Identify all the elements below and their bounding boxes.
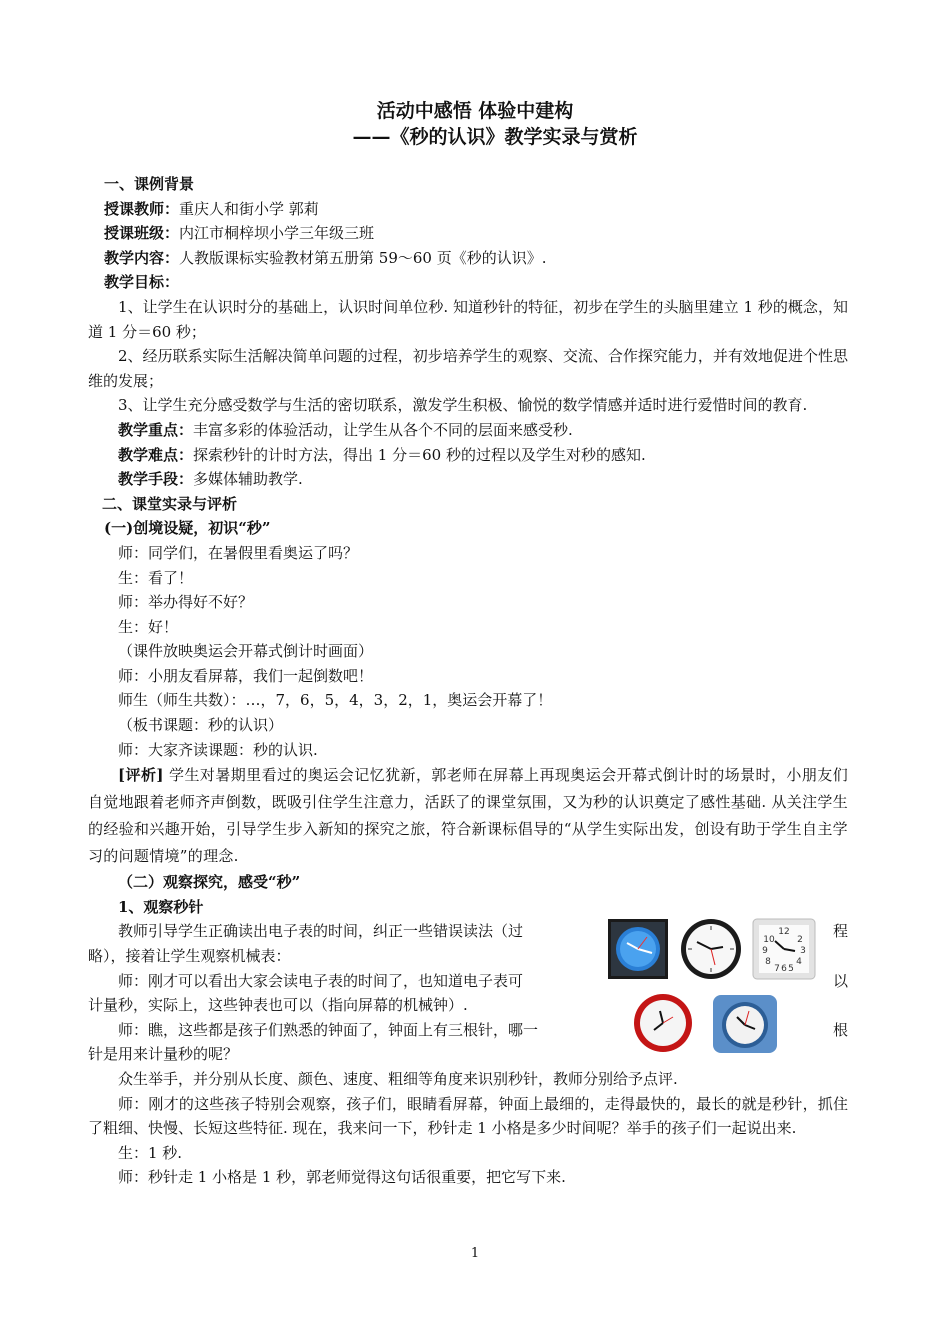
wrapped-text-left: 师：瞧，这些都是孩子们熟悉的钟面了，钟面上有三根针，哪一 xyxy=(118,1020,539,1039)
svg-text:6: 6 xyxy=(781,964,787,975)
comment-paragraph: [评析] 学生对暑期里看过的奥运会记忆犹新，郭老师在屏幕上再现奥运会开幕式倒计时的场景时，小朋友们自觉地跟着老师齐声倒数，既吸引住学生注意力，活跃了的课堂氛围，又为秒的认识奠定了感性基础. 从关注学生的经验和兴趣开始，引导学生步入新知的探究之旅，符合新课标倡导的“从学生实际出发，创设有助于学生自主学习的问题情境”的理念. xyxy=(88,766,848,866)
clock-images xyxy=(603,917,848,1057)
dialog-line: 师：刚才的这些孩子特别会观察，孩子们，眼睛看屏幕，钟面上最细的，走得最快的，最长的就是秒针，抓住了粗细、快慢、长短这些特征. 现在，我来问一下，秒针走 1 小格是多少时间呢？举手的孩子们一起说出来. xyxy=(88,1094,848,1138)
dialog-line: 生：看了！ xyxy=(118,568,194,587)
section-heading-record: 二、课堂实录与评析 xyxy=(102,494,238,513)
means-line: 教学手段：多媒体辅助教学. xyxy=(118,470,303,489)
document-title: 活动中感悟 体验中建构 xyxy=(376,100,574,122)
wrapped-text-left: 针是用来计量秒的呢？ xyxy=(88,1045,239,1064)
white-alarm-clock-icon xyxy=(753,919,815,979)
dialog-line: 师：秒针走 1 小格是 1 秒，郭老师觉得这句话很重要，把它写下来. xyxy=(118,1168,566,1187)
content-line: 教学内容：人教版课标实验教材第五册第 59～60 页《秒的认识》. xyxy=(104,248,547,267)
wrapped-text-left: 师：刚才可以看出大家会读电子表的时间了，也知道电子表可 xyxy=(118,971,524,990)
clock-observation-section xyxy=(88,919,848,1067)
dialog-line: 师：同学们，在暑假里看奥运了吗？ xyxy=(118,543,359,562)
wrapped-text-right: 根 xyxy=(832,1020,848,1039)
goal-item: 2、经历联系实际生活解决简单问题的过程，初步培养学生的观察、交流、合作探究能力，并有效地促进个性思维的发展； xyxy=(88,347,848,390)
dialog-line: 生：1 秒. xyxy=(118,1143,183,1162)
wrapped-text-left: 教师引导学生正确读出电子表的时间，纠正一些错误读法（过 xyxy=(118,922,524,941)
svg-text:12: 12 xyxy=(778,927,790,938)
document-subtitle: ——《秒的认识》教学实录与赏析 xyxy=(352,126,638,148)
wrapped-text-right: 以 xyxy=(832,971,848,990)
svg-text:10: 10 xyxy=(763,935,775,946)
svg-text:3: 3 xyxy=(800,946,806,957)
page-number: 1 xyxy=(470,1246,480,1261)
red-round-clock-icon xyxy=(634,994,692,1052)
svg-text:4: 4 xyxy=(796,957,802,968)
key-point-line: 教学重点：丰富多彩的体验活动，让学生从各个不同的层面来感受秒. xyxy=(118,420,573,439)
part1-heading: (一)创境设疑，初识“秒” xyxy=(104,519,271,538)
wrapped-text-left: 计量秒，实际上，这些钟表也可以（指向屏幕的机械钟）. xyxy=(88,996,468,1015)
goals-label: 教学目标： xyxy=(104,273,180,292)
dialog-line: 师：小朋友看屏幕，我们一起倒数吧！ xyxy=(118,666,374,685)
dialog-block xyxy=(88,541,848,762)
svg-text:9: 9 xyxy=(762,946,768,957)
after-clock-block xyxy=(88,1067,848,1190)
goal-item: 3、让学生充分感受数学与生活的密切联系，激发学生积极、愉悦的数学情感并适时进行爱惜时间的教育. xyxy=(118,396,808,415)
section-heading-background: 一、课例背景 xyxy=(104,175,195,193)
svg-text:7: 7 xyxy=(774,964,780,975)
document-body xyxy=(88,172,848,1190)
dialog-line: 众生举手，并分别从长度、颜色、速度、粗细等角度来识别秒针，教师分别给予点评. xyxy=(118,1070,678,1088)
dialog-line: 生：好！ xyxy=(118,617,179,636)
wrapped-text-left: 略），接着让学生观察机械表： xyxy=(88,947,291,966)
teacher-line: 授课教师：重庆人和街小学 郭莉 xyxy=(104,199,319,218)
dialog-line: （课件放映奥运会开幕式倒计时画面） xyxy=(118,642,374,661)
black-round-clock-icon xyxy=(681,919,741,979)
dialog-line: （板书课题：秒的认识） xyxy=(118,716,284,735)
svg-text:8: 8 xyxy=(765,957,771,968)
dialog-line: 师：举办得好不好？ xyxy=(118,593,254,612)
dialog-line: 师生（师生共数）：…，7，6，5，4，3，2，1，奥运会开幕了！ xyxy=(118,691,553,710)
svg-text:2: 2 xyxy=(797,935,803,946)
goal-item: 1、让学生在认识时分的基础上，认识时间单位秒. 知道秒针的特征，初步在学生的头脑里建立 1 秒的概念，知道 1 分＝60 秒； xyxy=(88,297,848,341)
blue-alarm-clock-icon xyxy=(713,995,777,1053)
svg-text:5: 5 xyxy=(788,964,794,975)
difficulty-line: 教学难点：探索秒针的计时方法，得出 1 分＝60 秒的过程以及学生对秒的感知. xyxy=(118,445,646,464)
part2-heading: （二）观察探究，感受“秒” xyxy=(118,873,301,892)
square-blue-clock-icon xyxy=(608,919,668,979)
dialog-line: 师：大家齐读课题：秒的认识. xyxy=(118,740,318,759)
class-line: 授课班级：内江市桐梓坝小学三年级三班 xyxy=(104,224,375,243)
wrapped-text-right: 程 xyxy=(832,922,848,941)
sub1-heading: 1、观察秒针 xyxy=(118,897,204,916)
